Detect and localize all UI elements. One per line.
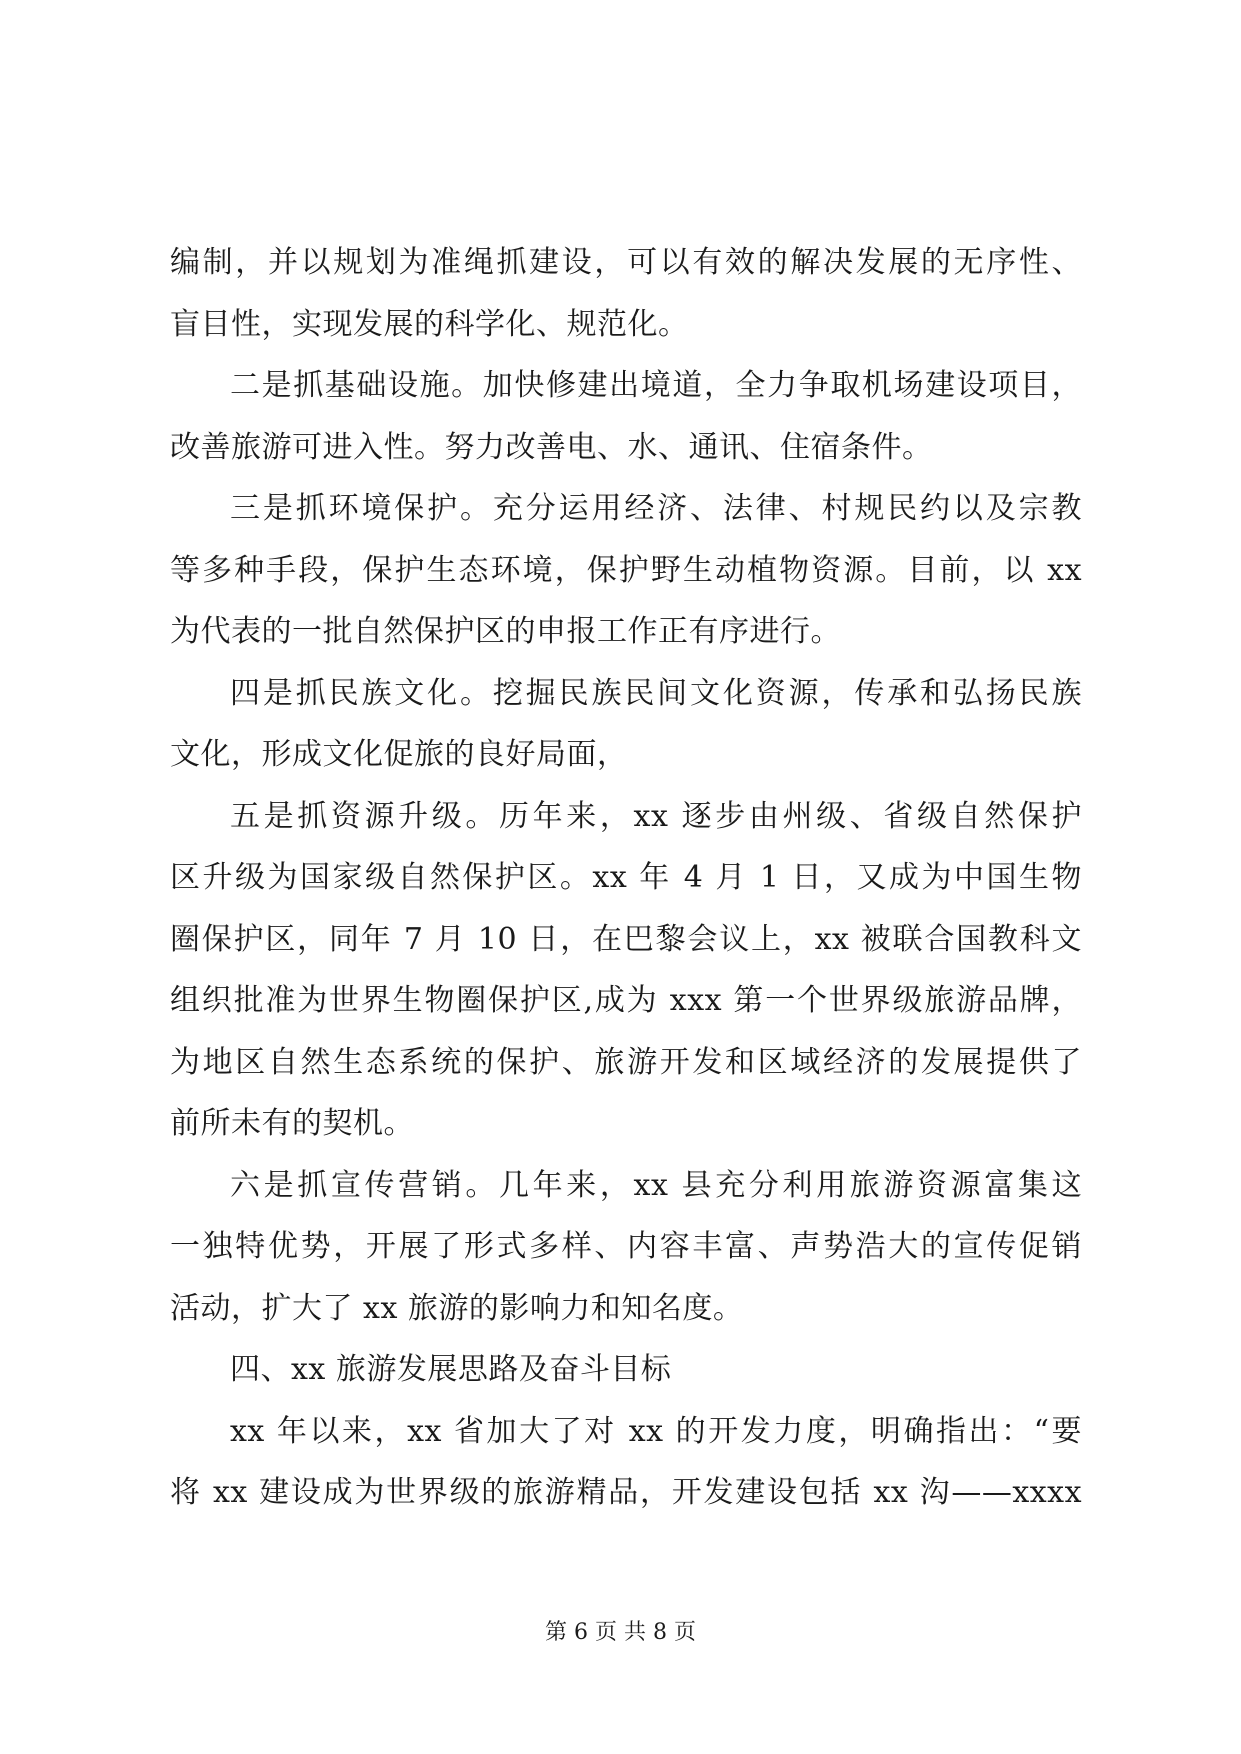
text-line: 二是抓基础设施。加快修建出境道，全力争取机场建设项目，	[230, 368, 1082, 403]
text-line: 文化，形成文化促旅的良好局面，	[170, 737, 628, 772]
text-line: 圈保护区，同年 7 月 10 日，在巴黎会议上，xx 被联合国教科文	[170, 921, 1082, 957]
text-line: 为代表的一批自然保护区的申报工作正有序进行。	[170, 614, 841, 649]
text-line: 将 xx 建设成为世界级的旅游精品，开发建设包括 xx 沟——xxxx	[170, 1475, 1082, 1510]
text-line: 组织批准为世界生物圈保护区,成为 xxx 第一个世界级旅游品牌，	[170, 983, 1082, 1018]
text-line: 区升级为国家级自然保护区。xx 年 4 月 1 日，又成为中国生物	[170, 860, 1082, 895]
text-line: 五是抓资源升级。历年来，xx 逐步由州级、省级自然保护	[230, 798, 1082, 834]
text-line: 六是抓宣传营销。几年来，xx 县充分利用旅游资源富集这	[230, 1167, 1082, 1203]
page-footer: 第 6 页 共 8 页	[545, 1620, 696, 1645]
text-line: 四、xx 旅游发展思路及奋斗目标	[230, 1352, 672, 1387]
text-line: 盲目性，实现发展的科学化、规范化。	[170, 306, 689, 342]
text-line: 前所未有的契机。	[170, 1106, 414, 1141]
text-line: 为地区自然生态系统的保护、旅游开发和区域经济的发展提供了	[170, 1044, 1082, 1080]
text-line: 编制，并以规划为准绳抓建设，可以有效的解决发展的无序性、	[170, 245, 1082, 280]
text-line: 改善旅游可进入性。努力改善电、水、通讯、住宿条件。	[170, 429, 933, 465]
text-line: xx 年以来，xx 省加大了对 xx 的开发力度，明确指出：“要	[230, 1413, 1082, 1449]
text-line: 一独特优势，开展了形式多样、内容丰富、声势浩大的宣传促销	[170, 1229, 1082, 1264]
text-line: 三是抓环境保护。充分运用经济、法律、村规民约以及宗教	[230, 491, 1082, 526]
body-text	[170, 232, 1082, 1524]
text-line: 四是抓民族文化。挖掘民族民间文化资源，传承和弘扬民族	[230, 675, 1082, 711]
text-line: 活动，扩大了 xx 旅游的影响力和知名度。	[170, 1290, 744, 1326]
text-line: 等多种手段，保护生态环境，保护野生动植物资源。目前，以 xx	[170, 552, 1082, 588]
